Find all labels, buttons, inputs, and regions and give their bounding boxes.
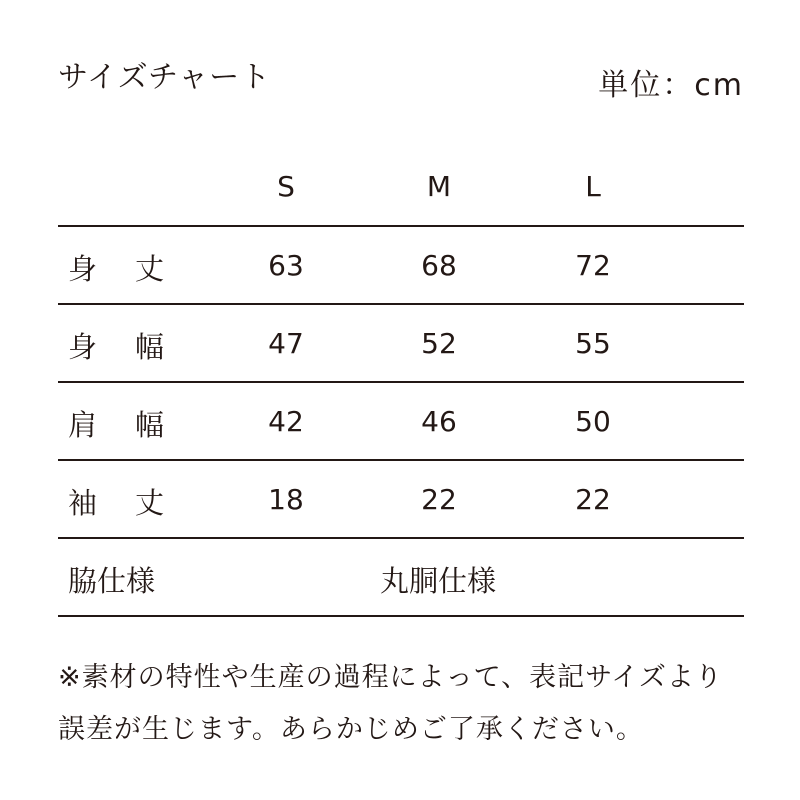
row-label — [68, 403, 164, 444]
size-header-m: M — [426, 170, 452, 203]
size-header-s: S — [277, 170, 295, 203]
row-label — [68, 481, 164, 522]
size-header-l: L — [585, 170, 601, 203]
row-label-b: 丈 — [134, 252, 164, 286]
row-label-a: 袖 — [68, 486, 98, 520]
table-row-side-spec — [0, 539, 800, 615]
disclaimer-note — [58, 652, 758, 756]
row-label-a: 身 — [68, 330, 98, 364]
row-label-a: 身 — [68, 252, 98, 286]
table-row-sleeve-length — [0, 461, 800, 537]
table-row-body-width — [0, 305, 800, 381]
cell-s: 47 — [268, 327, 304, 360]
table-row-shoulder-width — [0, 383, 800, 459]
cell-l: 55 — [575, 327, 611, 360]
cell-l: 22 — [575, 483, 611, 516]
cell-m: 22 — [421, 483, 457, 516]
cell-s: 18 — [268, 483, 304, 516]
row-label-b: 丈 — [134, 486, 164, 520]
row-label — [68, 325, 164, 366]
cell-s: 63 — [268, 249, 304, 282]
cell-m: 68 — [421, 249, 457, 282]
row-label-a: 肩 — [68, 408, 98, 442]
note-line-1: ※素材の特性や生産の過程によって、表記サイズより — [58, 662, 723, 693]
row-label — [68, 247, 164, 288]
unit-label: 単位：cm — [598, 68, 744, 103]
cell-l: 50 — [575, 405, 611, 438]
cell-s: 42 — [268, 405, 304, 438]
row-label-b: 幅 — [134, 408, 164, 442]
table-row-body-length — [0, 227, 800, 303]
page-title: サイズチャート — [58, 60, 272, 95]
cell-m: 46 — [421, 405, 457, 438]
table-rule — [58, 615, 744, 617]
side-spec-value: 丸胴仕様 — [380, 564, 497, 598]
side-spec-label: 脇仕様 — [68, 564, 156, 598]
cell-l: 72 — [575, 249, 611, 282]
row-label-b: 幅 — [134, 330, 164, 364]
note-line-2: 誤差が生じます。あらかじめご了承ください。 — [58, 714, 644, 745]
cell-m: 52 — [421, 327, 457, 360]
